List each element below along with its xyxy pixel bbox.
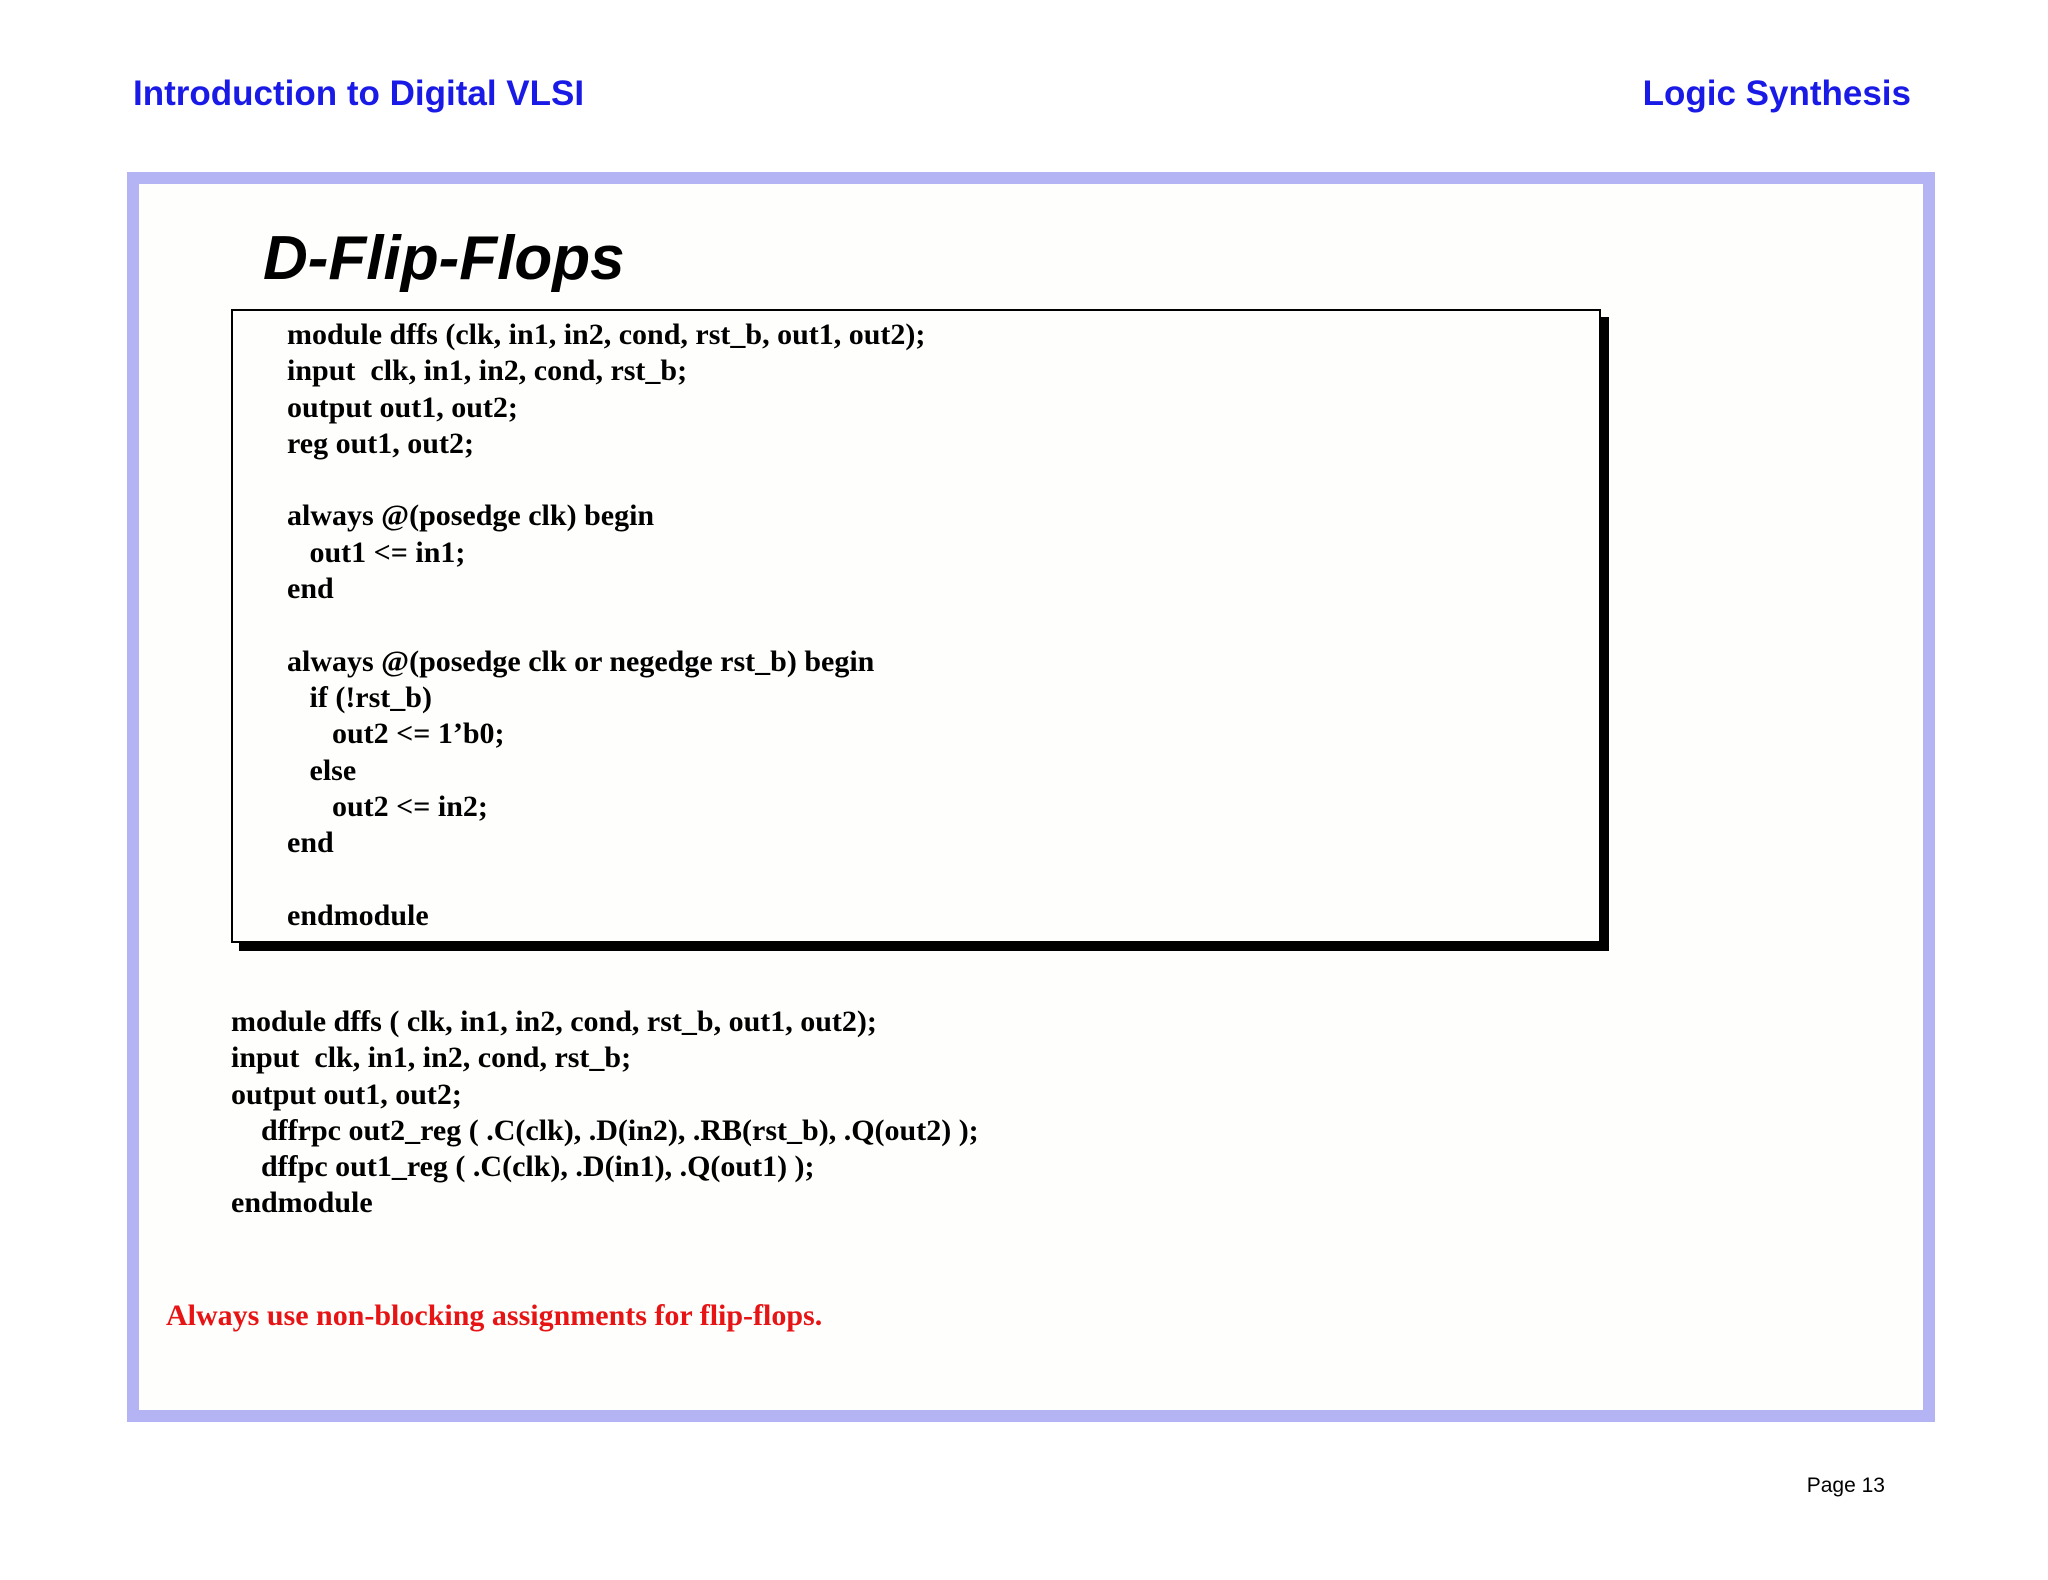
rtl-code-box <box>231 309 1601 943</box>
rtl-code-line: output out1, out2; <box>287 390 518 424</box>
netlist-code-listing <box>231 1004 979 1222</box>
netlist-code-line: endmodule <box>231 1186 373 1220</box>
rtl-code-line: if (!rst_b) <box>287 680 432 714</box>
rtl-code-line: else <box>287 753 357 787</box>
netlist-code-line: module dffs ( clk, in1, in2, cond, rst_b, out1, out2); <box>231 1005 877 1038</box>
rtl-code-line: always @(posedge clk or negedge rst_b) begin <box>287 644 875 678</box>
rtl-code-line: out2 <= 1’b0; <box>287 717 505 751</box>
netlist-code-line: dffpc out1_reg ( .C(clk), .D(in1), .Q(out1) ); <box>231 1150 815 1184</box>
slide-frame <box>127 172 1935 1422</box>
rtl-code-line: reg out1, out2; <box>287 426 474 460</box>
slide-title: D-Flip-Flops <box>263 224 625 293</box>
design-note: Always use non-blocking assignments for flip-flops. <box>166 1299 823 1332</box>
rtl-code-line: module dffs (clk, in1, in2, cond, rst_b, out1, out2); <box>287 318 926 351</box>
section-title: Logic Synthesis <box>1642 74 1911 113</box>
rtl-code-line <box>287 861 925 897</box>
netlist-code-line: input clk, in1, in2, cond, rst_b; <box>231 1041 632 1075</box>
rtl-code-line: end <box>287 572 334 606</box>
netlist-code-line: output out1, out2; <box>231 1077 462 1111</box>
rtl-code-line <box>287 462 925 498</box>
rtl-code-line: endmodule <box>287 898 429 932</box>
rtl-code-line: input clk, in1, in2, cond, rst_b; <box>287 354 688 388</box>
rtl-code-line: always @(posedge clk) begin <box>287 499 655 533</box>
course-title: Introduction to Digital VLSI <box>133 74 585 113</box>
rtl-code-line: end <box>287 826 334 860</box>
page-number: Page 13 <box>1806 1474 1885 1497</box>
rtl-code-listing <box>287 317 925 934</box>
rtl-code-line <box>287 607 925 643</box>
rtl-code-line: out2 <= in2; <box>287 789 488 823</box>
netlist-code-line: dffrpc out2_reg ( .C(clk), .D(in2), .RB(rst_b), .Q(out2) ); <box>231 1113 979 1147</box>
rtl-code-line: out1 <= in1; <box>287 535 466 569</box>
